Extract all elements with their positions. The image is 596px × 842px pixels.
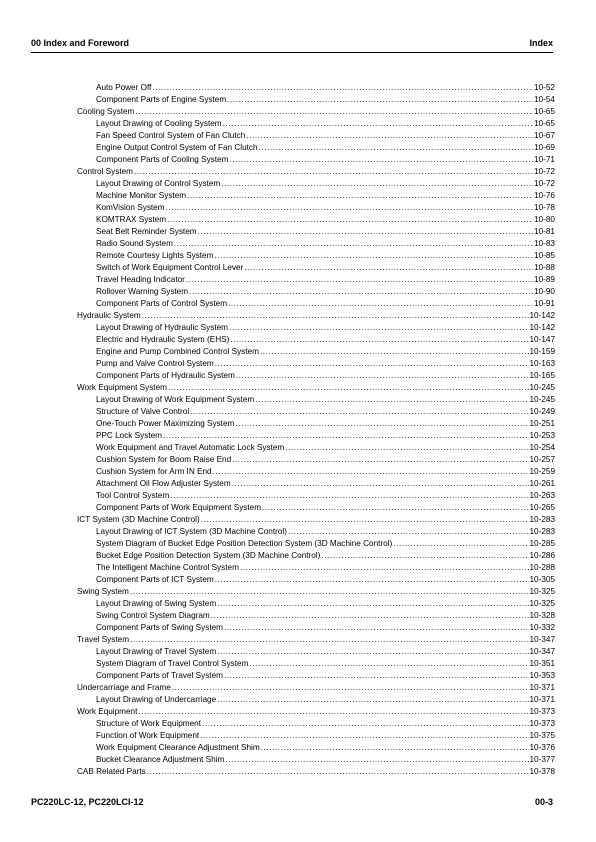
toc-entry-page: 10-249 [529, 407, 555, 416]
toc-entry-page: 10-90 [534, 287, 555, 296]
toc-subsection-entry[interactable] [77, 754, 555, 766]
toc-entry-page: 10-375 [529, 731, 555, 740]
toc-entry-title: KOMTRAX System [96, 215, 167, 224]
toc-leader-dots [225, 754, 528, 766]
toc-subsection-entry[interactable] [77, 574, 555, 586]
toc-subsection-entry[interactable] [77, 658, 555, 670]
toc-entry-title: Travel System [77, 635, 130, 644]
model-number: PC220LC-12, PC220LCI-12 [31, 797, 144, 807]
toc-entry-title: Structure of Work Equipment [96, 719, 201, 728]
toc-subsection-entry[interactable] [77, 550, 555, 562]
toc-entry-title: CAB Related Parts [77, 767, 146, 776]
toc-entry-page: 10-373 [529, 719, 555, 728]
toc-leader-dots [135, 106, 533, 118]
toc-entry-page: 10-378 [529, 767, 555, 776]
toc-leader-dots [213, 466, 529, 478]
toc-entry-title: Component Parts of Work Equipment System [96, 503, 262, 512]
toc-subsection-entry[interactable] [77, 202, 555, 214]
toc-entry-title: Layout Drawing of Work Equipment System [96, 395, 255, 404]
toc-subsection-entry[interactable] [77, 118, 555, 130]
toc-section-entry[interactable] [77, 766, 555, 778]
toc-entry-title: Control System [77, 167, 133, 176]
toc-leader-dots [232, 478, 529, 490]
toc-leader-dots [228, 298, 533, 310]
toc-leader-dots [170, 490, 528, 502]
toc-subsection-entry[interactable] [77, 730, 555, 742]
toc-subsection-entry[interactable] [77, 430, 555, 442]
toc-entry-page: 10-159 [529, 347, 555, 356]
toc-subsection-entry[interactable] [77, 442, 555, 454]
toc-leader-dots [259, 142, 533, 154]
toc-entry-page: 10-328 [529, 611, 555, 620]
toc-entry-title: Work Equipment and Travel Automatic Lock System [96, 443, 285, 452]
toc-entry-page: 10-71 [534, 155, 555, 164]
toc-section-entry[interactable] [77, 310, 555, 322]
toc-leader-dots [217, 646, 528, 658]
toc-entry-page: 10-283 [529, 527, 555, 536]
toc-entry-page: 10-285 [529, 539, 555, 548]
toc-entry-title: Layout Drawing of Control System [96, 179, 221, 188]
toc-section-entry[interactable] [77, 682, 555, 694]
toc-subsection-entry[interactable] [77, 142, 555, 154]
toc-entry-page: 10-78 [534, 203, 555, 212]
toc-entry-title: Function of Work Equipment [96, 731, 200, 740]
toc-subsection-entry[interactable] [77, 322, 555, 334]
toc-entry-page: 10-261 [529, 479, 555, 488]
toc-leader-dots [138, 706, 528, 718]
toc-entry-page: 10-65 [534, 107, 555, 116]
toc-entry-title: Swing System [77, 587, 129, 596]
toc-section-entry[interactable] [77, 106, 555, 118]
toc-entry-title: Layout Drawing of Swing System [96, 599, 217, 608]
toc-entry-title: Component Parts of Engine System [96, 95, 227, 104]
toc-entry-title: KomVision System [96, 203, 165, 212]
toc-subsection-entry[interactable] [77, 622, 555, 634]
toc-entry-title: Work Equipment Clearance Adjustment Shim [96, 743, 260, 752]
toc-leader-dots [130, 634, 528, 646]
toc-leader-dots [236, 370, 529, 382]
toc-entry-title: Cushion System for Arm IN End [96, 467, 212, 476]
toc-entry-title: PPC Lock System [96, 431, 162, 440]
toc-entry-page: 10-257 [529, 455, 555, 464]
toc-section-entry[interactable] [77, 634, 555, 646]
toc-subsection-entry[interactable] [77, 562, 555, 574]
toc-entry-title: System Diagram of Bucket Edge Position Detection System (3D Machine Control) [96, 539, 393, 548]
toc-entry-page: 10-69 [534, 143, 555, 152]
toc-leader-dots [221, 178, 533, 190]
toc-leader-dots [246, 130, 533, 142]
toc-entry-page: 10-147 [529, 335, 555, 344]
toc-entry-title: Component Parts of Travel System [96, 671, 223, 680]
toc-entry-page: 10-259 [529, 467, 555, 476]
toc-section-entry[interactable] [77, 586, 555, 598]
table-of-contents [77, 82, 555, 778]
toc-entry-title: Cooling System [77, 107, 135, 116]
toc-entry-page: 10-286 [529, 551, 555, 560]
toc-entry-title: One-Touch Power Maximizing System [96, 419, 235, 428]
toc-subsection-entry[interactable] [77, 370, 555, 382]
toc-subsection-entry[interactable] [77, 250, 555, 262]
toc-entry-page: 10-265 [529, 503, 555, 512]
toc-entry-title: Layout Drawing of Hydraulic System [96, 323, 228, 332]
toc-subsection-entry[interactable] [77, 478, 555, 490]
toc-leader-dots [230, 334, 528, 346]
toc-leader-dots [229, 322, 529, 334]
toc-leader-dots [214, 250, 533, 262]
toc-leader-dots [235, 418, 528, 430]
toc-entry-page: 10-254 [529, 443, 555, 452]
toc-leader-dots [261, 742, 529, 754]
toc-subsection-entry[interactable] [77, 394, 555, 406]
toc-subsection-entry[interactable] [77, 454, 555, 466]
toc-entry-title: Auto Power Off [96, 83, 152, 92]
toc-entry-title: Component Parts of Swing System [96, 623, 223, 632]
toc-entry-page: 10-163 [529, 359, 555, 368]
toc-subsection-entry[interactable] [77, 490, 555, 502]
toc-entry-title: Remote Courtesy Lights System [96, 251, 214, 260]
toc-subsection-entry[interactable] [77, 274, 555, 286]
toc-subsection-entry[interactable] [77, 94, 555, 106]
toc-entry-page: 10-54 [534, 95, 555, 104]
toc-leader-dots [200, 730, 528, 742]
toc-entry-page: 10-142 [529, 311, 555, 320]
toc-leader-dots [174, 238, 533, 250]
toc-entry-title: Bucket Edge Position Detection System (3D Machine Control) [96, 551, 321, 560]
toc-entry-title: Engine and Pump Combined Control System [96, 347, 259, 356]
toc-entry-title: Layout Drawing of Travel System [96, 647, 217, 656]
toc-entry-title: Layout Drawing of Undercarriage [96, 695, 217, 704]
toc-subsection-entry[interactable] [77, 646, 555, 658]
toc-entry-title: Attachment Oil Flow Adjuster System [96, 479, 231, 488]
toc-entry-page: 10-251 [529, 419, 555, 428]
toc-subsection-entry[interactable] [77, 238, 555, 250]
toc-entry-title: Pump and Valve Control System [96, 359, 214, 368]
toc-entry-page: 10-377 [529, 755, 555, 764]
toc-leader-dots [260, 346, 529, 358]
toc-entry-page: 10-72 [534, 167, 555, 176]
toc-subsection-entry[interactable] [77, 130, 555, 142]
toc-entry-page: 10-85 [534, 251, 555, 260]
toc-subsection-entry[interactable] [77, 670, 555, 682]
toc-section-entry[interactable] [77, 706, 555, 718]
toc-entry-title: ICT System (3D Machine Control) [77, 515, 200, 524]
toc-leader-dots [152, 82, 533, 94]
toc-leader-dots [262, 502, 528, 514]
toc-entry-page: 10-376 [529, 743, 555, 752]
toc-entry-title: Fan Speed Control System of Fan Clutch [96, 131, 246, 140]
toc-entry-page: 10-325 [529, 587, 555, 596]
toc-entry-title: Layout Drawing of ICT System (3D Machine Control) [96, 527, 287, 536]
toc-leader-dots [163, 430, 529, 442]
toc-leader-dots [190, 406, 528, 418]
toc-subsection-entry[interactable] [77, 262, 555, 274]
toc-entry-page: 10-288 [529, 563, 555, 572]
toc-leader-dots [224, 670, 529, 682]
toc-leader-dots [288, 526, 529, 538]
toc-entry-page: 10-88 [534, 263, 555, 272]
toc-entry-title: Rollover Warning System [96, 287, 189, 296]
toc-entry-title: Component Parts of Hydraulic System [96, 371, 235, 380]
toc-section-entry[interactable] [77, 382, 555, 394]
toc-leader-dots [166, 202, 533, 214]
toc-leader-dots [187, 190, 533, 202]
header-index-label: Index [529, 38, 553, 48]
toc-entry-title: Structure of Valve Control [96, 407, 190, 416]
toc-subsection-entry[interactable] [77, 298, 555, 310]
toc-entry-page: 10-263 [529, 491, 555, 500]
toc-entry-title: Switch of Work Equipment Control Lever [96, 263, 244, 272]
toc-subsection-entry[interactable] [77, 526, 555, 538]
toc-entry-page: 10-65 [534, 119, 555, 128]
toc-leader-dots [321, 550, 528, 562]
toc-entry-page: 10-351 [529, 659, 555, 668]
toc-entry-page: 10-142 [529, 323, 555, 332]
toc-leader-dots [224, 622, 529, 634]
toc-leader-dots [147, 766, 529, 778]
toc-subsection-entry[interactable] [77, 214, 555, 226]
toc-entry-title: Layout Drawing of Cooling System [96, 119, 222, 128]
toc-entry-page: 10-347 [529, 635, 555, 644]
toc-leader-dots [201, 514, 529, 526]
toc-entry-title: Bucket Clearance Adjustment Shim [96, 755, 225, 764]
toc-leader-dots [134, 166, 533, 178]
toc-entry-page: 10-67 [534, 131, 555, 140]
toc-entry-page: 10-353 [529, 671, 555, 680]
toc-subsection-entry[interactable] [77, 718, 555, 730]
toc-subsection-entry[interactable] [77, 226, 555, 238]
toc-subsection-entry[interactable] [77, 610, 555, 622]
toc-leader-dots [217, 598, 528, 610]
toc-subsection-entry[interactable] [77, 598, 555, 610]
toc-leader-dots [142, 310, 529, 322]
toc-subsection-entry[interactable] [77, 358, 555, 370]
page-number: 00-3 [534, 797, 553, 807]
toc-subsection-entry[interactable] [77, 742, 555, 754]
toc-subsection-entry[interactable] [77, 154, 555, 166]
toc-leader-dots [168, 382, 529, 394]
toc-entry-page: 10-332 [529, 623, 555, 632]
toc-entry-title: Work Equipment System [77, 383, 167, 392]
toc-leader-dots [189, 286, 533, 298]
toc-entry-title: Electric and Hydraulic System (EHS) [96, 335, 230, 344]
toc-entry-page: 10-371 [529, 695, 555, 704]
toc-subsection-entry[interactable] [77, 466, 555, 478]
toc-section-entry[interactable] [77, 514, 555, 526]
section-title: 00 Index and Foreword [31, 38, 130, 48]
toc-entry-page: 10-245 [529, 383, 555, 392]
toc-leader-dots [130, 586, 529, 598]
toc-subsection-entry[interactable] [77, 694, 555, 706]
toc-leader-dots [215, 574, 529, 586]
toc-subsection-entry[interactable] [77, 346, 555, 358]
toc-entry-page: 10-76 [534, 191, 555, 200]
toc-subsection-entry[interactable] [77, 334, 555, 346]
toc-entry-title: Component Parts of Control System [96, 299, 228, 308]
toc-entry-page: 10-52 [534, 83, 555, 92]
toc-entry-page: 10-91 [534, 299, 555, 308]
page-footer [31, 797, 553, 811]
toc-entry-title: Tool Control System [96, 491, 170, 500]
toc-leader-dots [223, 118, 533, 130]
toc-entry-page: 10-373 [529, 707, 555, 716]
toc-leader-dots [215, 358, 529, 370]
toc-entry-page: 10-253 [529, 431, 555, 440]
toc-leader-dots [198, 226, 533, 238]
toc-entry-title: System Diagram of Travel Control System [96, 659, 249, 668]
toc-leader-dots [227, 94, 533, 106]
toc-leader-dots [229, 154, 533, 166]
toc-entry-title: Work Equipment [77, 707, 138, 716]
toc-leader-dots [249, 658, 528, 670]
toc-entry-title: Component Parts of Cooling System [96, 155, 229, 164]
toc-entry-title: Swing Control System Diagram [96, 611, 210, 620]
toc-entry-title: The Intelligent Machine Control System [96, 563, 239, 572]
toc-subsection-entry[interactable] [77, 502, 555, 514]
toc-entry-page: 10-283 [529, 515, 555, 524]
toc-leader-dots [232, 454, 528, 466]
toc-subsection-entry[interactable] [77, 538, 555, 550]
toc-leader-dots [167, 214, 533, 226]
toc-entry-title: Radio Sound System [96, 239, 173, 248]
toc-entry-page: 10-305 [529, 575, 555, 584]
toc-subsection-entry[interactable] [77, 418, 555, 430]
toc-leader-dots [186, 274, 533, 286]
toc-entry-page: 10-371 [529, 683, 555, 692]
toc-leader-dots [244, 262, 533, 274]
toc-entry-page: 10-89 [534, 275, 555, 284]
toc-leader-dots [255, 394, 528, 406]
toc-leader-dots [211, 610, 529, 622]
toc-subsection-entry[interactable] [77, 82, 555, 94]
toc-entry-title: Engine Output Control System of Fan Clutch [96, 143, 258, 152]
toc-entry-page: 10-72 [534, 179, 555, 188]
toc-entry-page: 10-165 [529, 371, 555, 380]
toc-entry-page: 10-325 [529, 599, 555, 608]
toc-leader-dots [217, 694, 528, 706]
toc-leader-dots [202, 718, 529, 730]
toc-leader-dots [172, 682, 529, 694]
toc-entry-title: Seat Belt Reminder System [96, 227, 197, 236]
toc-subsection-entry[interactable] [77, 286, 555, 298]
page-header [31, 36, 553, 53]
toc-section-entry[interactable] [77, 166, 555, 178]
toc-subsection-entry[interactable] [77, 178, 555, 190]
toc-entry-page: 10-80 [534, 215, 555, 224]
toc-entry-page: 10-81 [534, 227, 555, 236]
toc-entry-title: Machine Monitor System [96, 191, 187, 200]
toc-leader-dots [240, 562, 529, 574]
toc-entry-title: Cushion System for Boom Raise End [96, 455, 232, 464]
toc-entry-page: 10-83 [534, 239, 555, 248]
toc-subsection-entry[interactable] [77, 406, 555, 418]
toc-entry-title: Component Parts of ICT System [96, 575, 214, 584]
toc-entry-title: Hydraulic System [77, 311, 141, 320]
toc-entry-title: Undercarriage and Frame [77, 683, 171, 692]
toc-leader-dots [393, 538, 528, 550]
toc-entry-page: 10-347 [529, 647, 555, 656]
toc-entry-title: Travel Heading Indicator [96, 275, 185, 284]
toc-leader-dots [285, 442, 528, 454]
toc-subsection-entry[interactable] [77, 190, 555, 202]
toc-entry-page: 10-245 [529, 395, 555, 404]
